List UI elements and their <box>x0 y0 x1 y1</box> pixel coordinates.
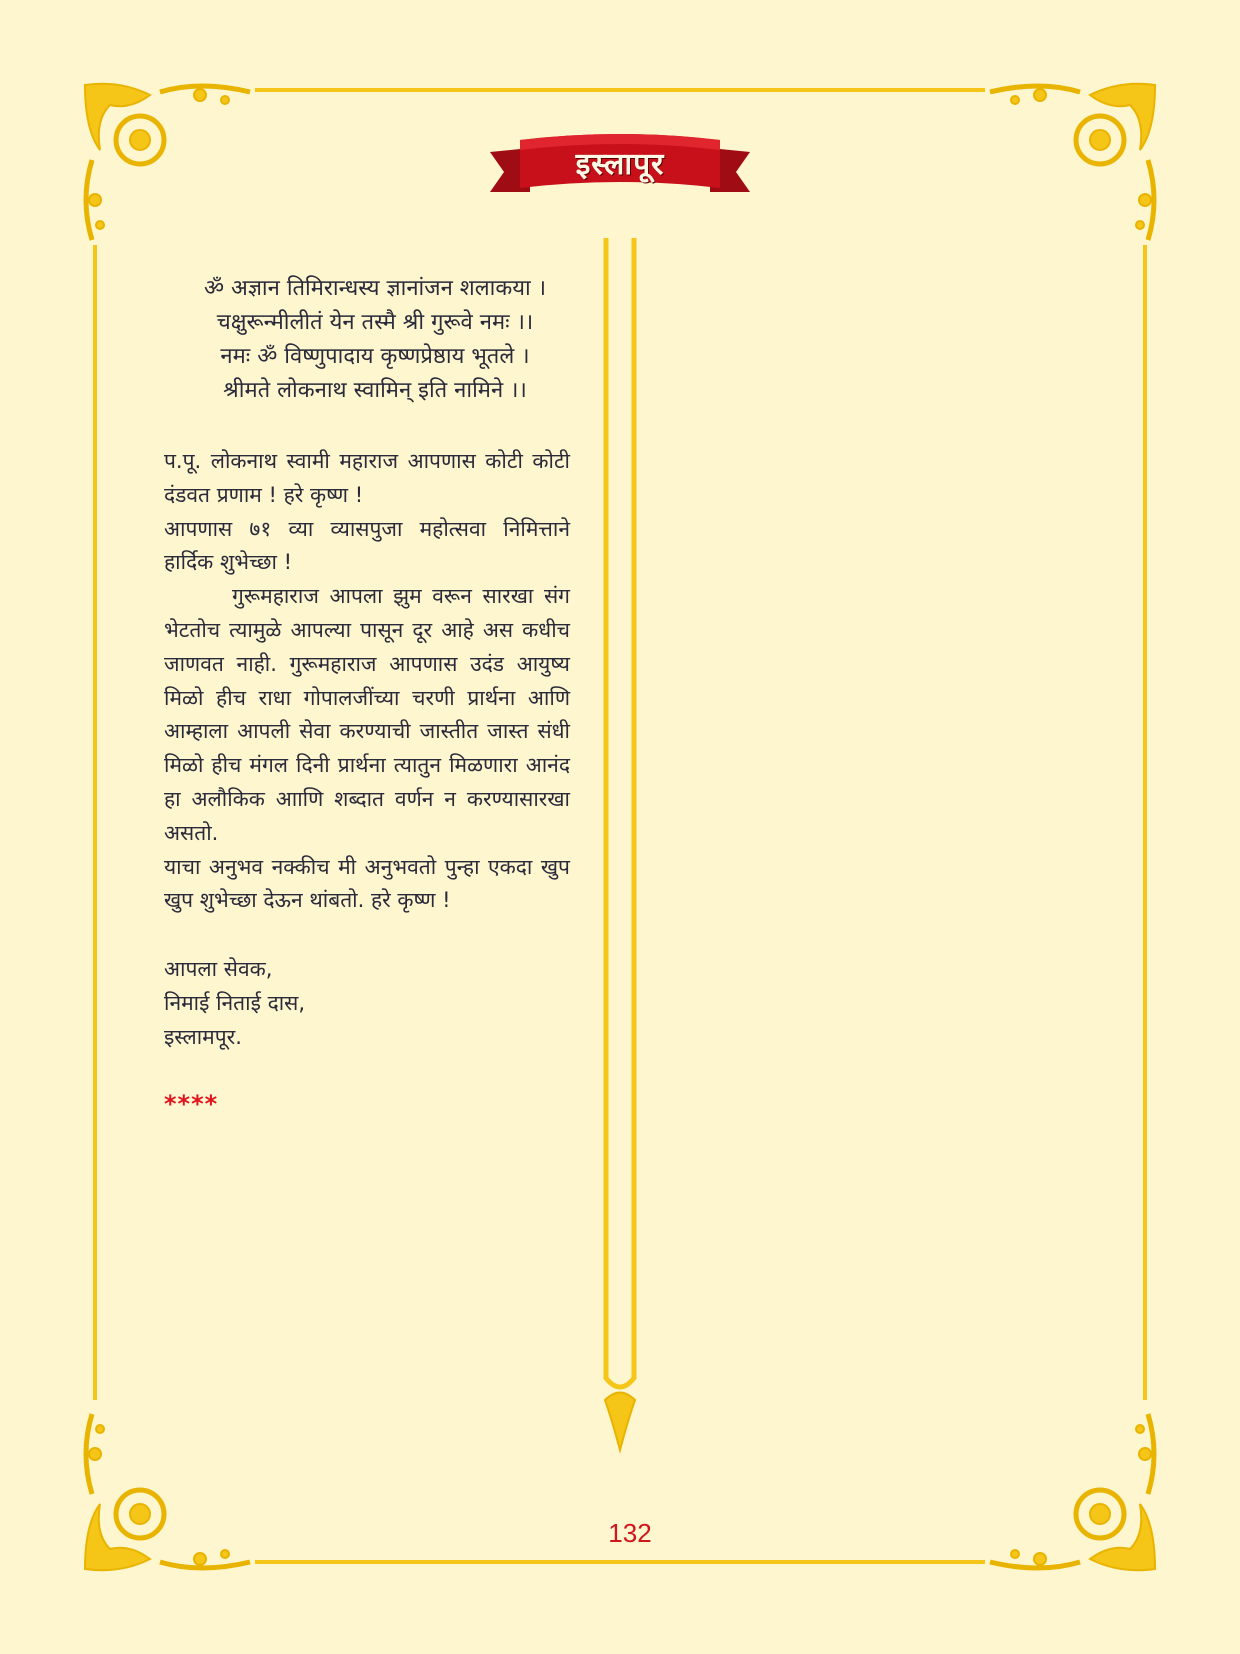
corner-ornament-bottom-right <box>990 1414 1155 1570</box>
letter-body <box>164 445 570 918</box>
letter-paragraph: याचा अनुभव नक्कीच मी अनुभवतो पुन्हा एकदा खुप खुप शुभेच्छा देऊन थांबतो. हरे कृष्ण ! <box>164 854 570 913</box>
tilak-divider <box>606 238 634 1387</box>
mantra-line: ॐ अज्ञान तिमिरान्धस्य ज्ञानांजन शलाकया । <box>203 276 547 301</box>
page-number: 132 <box>608 1518 652 1548</box>
signoff-block <box>164 952 570 1054</box>
corner-ornament-top-right <box>990 84 1155 240</box>
signoff-salutation: आपला सेवक, <box>164 957 273 981</box>
tilak-drop <box>605 1393 635 1451</box>
letter-paragraph: प.पू. लोकनाथ स्वामी महाराज आपणास कोटी कोटी दंडवत प्रणाम ! हरे कृष्ण ! <box>164 449 570 507</box>
separator-stars: **** <box>164 1090 219 1118</box>
page-title: इस्लापूर <box>575 147 665 182</box>
mantra-line: नमः ॐ विष्णुपादाय कृष्णप्रेष्ठाय भूतले । <box>220 344 530 369</box>
letter-paragraph: गुरूमहाराज आपला झुम वरून सारखा संग भेटतोच त्यामुळे आपल्या पासून दूर आहे अस कधीच जाणवत नाही. गुरूमहाराज आपणास उदंड आयुष्य मिळो हीच राधा गोपालजींच्या चरणी प्रार्थना आणि आम्हाला आपली सेवा करण्याची जास्तीत जास्त संधी मिळो हीच मंगल दिनी प्रार्थना त्यातुन मिळणारा आनंद हा अलौकिक आाणि शब्दात वर्णन न करण्यासारखा असतो. <box>164 584 570 845</box>
signoff-name: निमाई निताई दास, <box>164 991 306 1015</box>
corner-ornament-bottom-left <box>85 1414 250 1570</box>
mantra-line: चक्षुरून्मीलीतं येन तस्मै श्री गुरूवे नमः ।। <box>216 310 534 335</box>
mantra-block <box>150 272 600 408</box>
mantra-line: श्रीमते लोकनाथ स्वामिन् इति नामिने ।। <box>223 378 527 403</box>
signoff-place: इस्लामपूर. <box>164 1025 242 1049</box>
letter-paragraph: आपणास ७१ व्या व्यासपुजा महोत्सवा निमित्ताने हार्दिक शुभेच्छा ! <box>164 516 570 575</box>
corner-ornament-top-left <box>85 84 250 240</box>
